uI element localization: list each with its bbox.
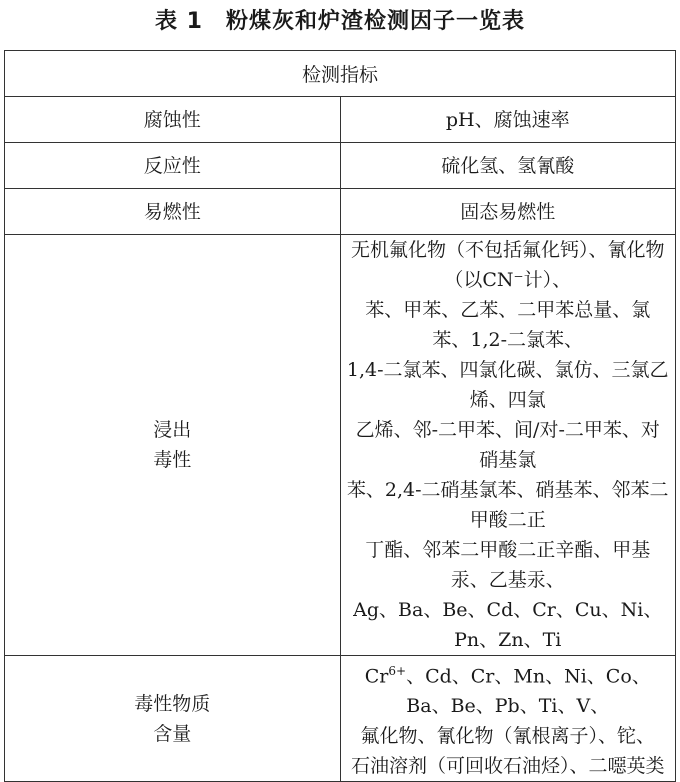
row-value-leaching-toxicity xyxy=(340,235,676,656)
value-line: 无机氟化物（不包括氟化钙）、氰化物（以CN⁻计）、 xyxy=(350,239,665,291)
label-line: 毒性 xyxy=(153,449,192,471)
value-line: 1,4-二氯苯、四氯化碳、氯仿、三氯乙烯、四氯 xyxy=(346,359,669,411)
chromium-symbol: Cr xyxy=(364,665,389,688)
value-line: 氟化物、氰化物（氰根离子）、铊、 xyxy=(360,725,655,748)
row-label-toxic-substance-content xyxy=(5,656,341,782)
table-header: 检测指标 xyxy=(5,51,676,97)
value-line: 丁酯、邻苯二甲酸二正辛酯、甲基汞、乙基汞、 xyxy=(365,539,651,591)
table-row xyxy=(5,656,676,782)
value-line: Ag、Ba、Be、Cd、Cr、Cu、Ni、Pn、Zn、Ti xyxy=(353,599,663,651)
row-label-leaching-toxicity xyxy=(5,235,341,656)
row-label-corrosivity: 腐蚀性 xyxy=(5,97,341,143)
table-title: 表 1 粉煤灰和炉渣检测因子一览表 xyxy=(155,9,525,34)
value-line xyxy=(347,656,670,721)
charge-superscript: 6+ xyxy=(388,664,407,678)
label-line: 浸出 xyxy=(153,419,192,441)
table-row xyxy=(5,235,676,656)
table-row xyxy=(5,189,676,235)
detection-factors-table xyxy=(4,50,676,782)
row-label-flammability: 易燃性 xyxy=(5,189,341,235)
value-text: 、Cd、Cr、Mn、Ni、Co、Ba、Be、Pb、Ti、V、 xyxy=(406,665,651,718)
value-line: 苯、2,4-二硝基氯苯、硝基苯、邻苯二甲酸二正 xyxy=(346,479,669,531)
row-value-toxic-substance-content xyxy=(340,656,676,782)
value-line: 苯、甲苯、乙苯、二甲苯总量、氯苯、1,2-二氯苯、 xyxy=(365,299,651,351)
table-row xyxy=(5,97,676,143)
row-value-corrosivity: pH、腐蚀速率 xyxy=(340,97,676,143)
value-line: 乙烯、邻-二甲苯、间/对-二甲苯、对硝基氯 xyxy=(355,419,660,471)
row-value-flammability: 固态易燃性 xyxy=(340,189,676,235)
label-line: 毒性物质 xyxy=(134,692,211,715)
value-line: 石油溶剂（可回收石油烃）、二噁英类 xyxy=(350,755,665,778)
table-row xyxy=(5,143,676,189)
row-value-reactivity: 硫化氢、氢氰酸 xyxy=(340,143,676,189)
label-line: 含量 xyxy=(153,722,192,745)
row-label-reactivity: 反应性 xyxy=(5,143,341,189)
